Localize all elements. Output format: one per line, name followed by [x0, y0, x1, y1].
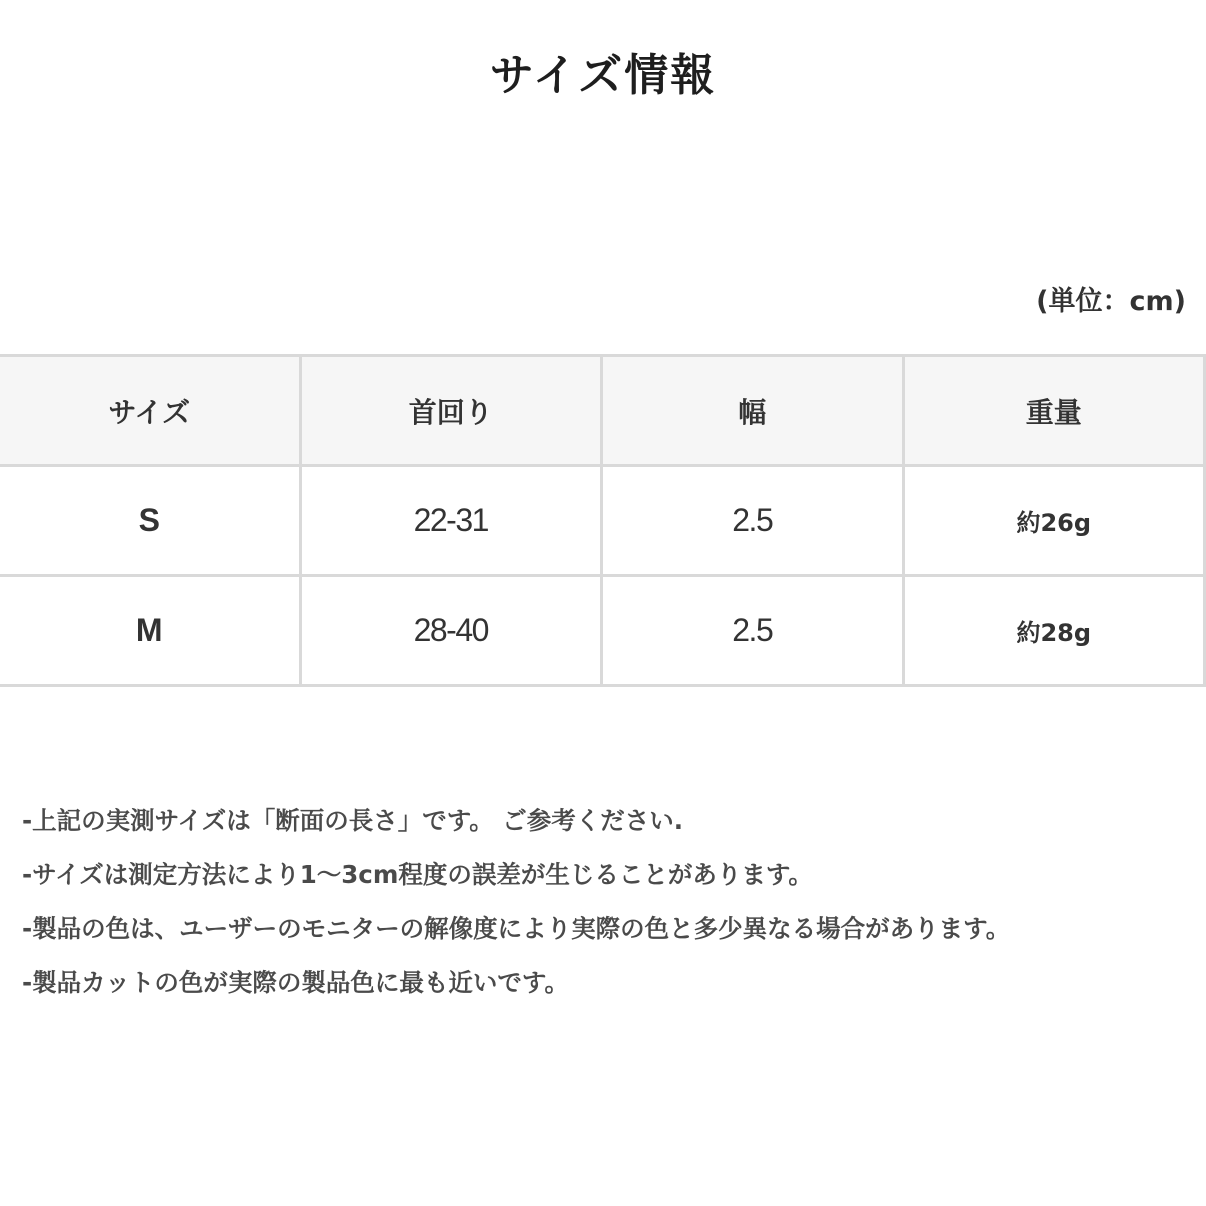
- table-row: [0, 576, 1205, 686]
- neck-cell: 28-40: [300, 576, 602, 686]
- column-header-neck: 首回り: [300, 356, 602, 466]
- notes-section: [22, 794, 1202, 1010]
- note-line: -製品の色は、ユーザーのモニターの解像度により実際の色と多少異なる場合があります。: [22, 914, 1011, 943]
- weight-cell: 約26g: [903, 466, 1205, 576]
- column-header-weight: 重量: [903, 356, 1205, 466]
- neck-cell: 22-31: [300, 466, 602, 576]
- note-line: -製品カットの色が実際の製品色に最も近いです。: [22, 968, 569, 997]
- unit-label: (単位：cm): [1036, 286, 1186, 317]
- width-cell: 2.5: [602, 466, 904, 576]
- size-cell: S: [0, 466, 300, 576]
- table-header-row: [0, 356, 1205, 466]
- weight-cell: 約28g: [903, 576, 1205, 686]
- width-cell: 2.5: [602, 576, 904, 686]
- table-row: [0, 466, 1205, 576]
- note-line: -上記の実測サイズは「断面の長さ」です。 ご参考ください.: [22, 806, 684, 835]
- size-cell: M: [0, 576, 300, 686]
- page-title: サイズ情報: [489, 50, 717, 101]
- column-header-width: 幅: [602, 356, 904, 466]
- size-table: [0, 354, 1206, 687]
- column-header-size: サイズ: [0, 356, 300, 466]
- note-line: -サイズは測定方法により1～3cm程度の誤差が生じることがあります。: [22, 860, 813, 889]
